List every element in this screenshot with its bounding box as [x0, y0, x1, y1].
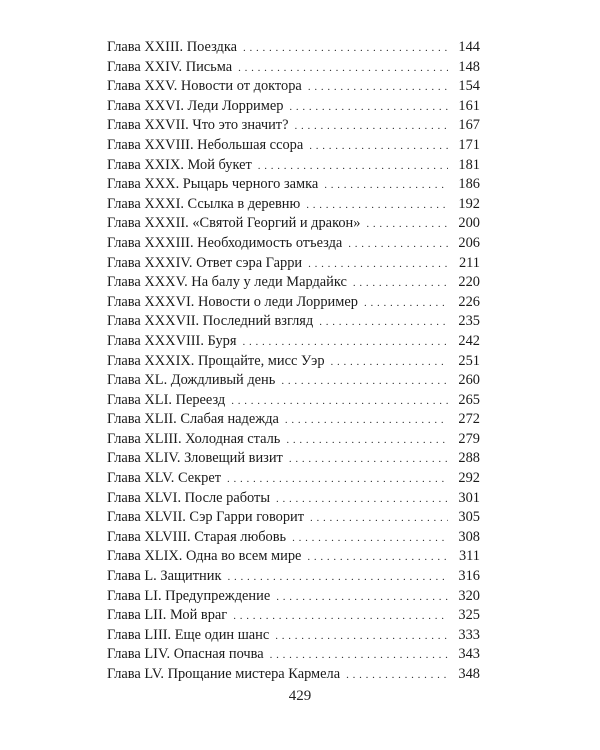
- dot-leader: [346, 666, 448, 686]
- toc-entry: [107, 508, 480, 528]
- chapter-page-number: 320: [458, 587, 480, 604]
- dot-leader: [308, 255, 448, 275]
- chapter-title: Глава XXVI. Леди Лорример: [107, 97, 284, 114]
- chapter-title: Глава XXXII. «Святой Георгий и дракон»: [107, 215, 361, 232]
- chapter-title: Глава XXVIII. Небольшая ссора: [107, 136, 304, 153]
- chapter-page-number: 265: [458, 391, 480, 408]
- toc-entry: [107, 97, 480, 117]
- toc-entry: [107, 469, 480, 489]
- dot-leader: [294, 117, 448, 137]
- dot-leader: [292, 529, 448, 549]
- toc-entry: [107, 606, 480, 626]
- chapter-title: Глава XXXVIII. Буря: [107, 332, 237, 349]
- toc-entry: [107, 195, 480, 215]
- chapter-page-number: 171: [458, 136, 480, 153]
- dot-leader: [238, 59, 448, 79]
- dot-leader: [227, 568, 448, 588]
- dot-leader: [348, 235, 448, 255]
- chapter-page-number: 220: [458, 274, 480, 291]
- toc-entry: [107, 567, 480, 587]
- chapter-title: Глава XXIII. Поездка: [107, 39, 237, 55]
- dot-leader: [309, 137, 448, 157]
- toc-entry: [107, 175, 480, 195]
- toc-entry: [107, 58, 480, 78]
- chapter-title: Глава XLVII. Сэр Гарри говорит: [107, 509, 305, 526]
- dot-leader: [275, 627, 448, 647]
- chapter-title: Глава XXXIII. Необходимость отъезда: [107, 234, 343, 251]
- toc-entry: [107, 234, 480, 254]
- toc-entry: [107, 214, 480, 234]
- chapter-page-number: 272: [458, 411, 480, 428]
- toc-entry: [107, 528, 480, 548]
- toc-entry: [107, 332, 480, 352]
- dot-leader: [324, 176, 448, 196]
- chapter-page-number: 206: [458, 234, 480, 251]
- chapter-page-number: 192: [458, 195, 480, 212]
- chapter-page-number: 242: [458, 332, 480, 349]
- dot-leader: [319, 313, 448, 333]
- toc-entry: [107, 645, 480, 665]
- chapter-title: Глава XLIV. Зловещий визит: [107, 450, 283, 467]
- table-of-contents: [107, 38, 480, 685]
- chapter-title: Глава XLI. Переезд: [107, 391, 226, 408]
- dot-leader: [366, 215, 448, 235]
- toc-entry: [107, 156, 480, 176]
- chapter-title: Глава LI. Предупреждение: [107, 587, 271, 604]
- chapter-title: Глава XLVIII. Старая любовь: [107, 528, 287, 545]
- toc-entry: [107, 116, 480, 136]
- dot-leader: [307, 548, 448, 568]
- chapter-page-number: 154: [458, 78, 480, 95]
- chapter-title: Глава XXVII. Что это значит?: [107, 117, 289, 134]
- dot-leader: [289, 98, 448, 118]
- dot-leader: [353, 274, 448, 294]
- dot-leader: [227, 470, 448, 490]
- chapter-title: Глава XXX. Рыцарь черного замка: [107, 176, 319, 193]
- toc-entry: [107, 626, 480, 646]
- dot-leader: [258, 157, 448, 177]
- toc-entry: [107, 430, 480, 450]
- toc-entry: [107, 38, 480, 58]
- chapter-title: Глава XXXI. Ссылка в деревню: [107, 195, 301, 212]
- toc-entry: [107, 352, 480, 372]
- chapter-page-number: 260: [458, 372, 480, 389]
- chapter-title: Глава XXXIX. Прощайте, мисс Уэр: [107, 352, 325, 369]
- dot-leader: [242, 333, 448, 353]
- dot-leader: [331, 353, 448, 373]
- dot-leader: [270, 646, 448, 666]
- chapter-title: Глава LIV. Опасная почва: [107, 646, 264, 663]
- chapter-title: Глава L. Защитник: [107, 568, 222, 585]
- dot-leader: [308, 78, 448, 98]
- chapter-title: Глава LV. Прощание мистера Кармела: [107, 666, 341, 682]
- chapter-page-number: 288: [458, 450, 480, 467]
- chapter-title: Глава XXXV. На балу у леди Мардайкс: [107, 274, 347, 291]
- chapter-title: Глава XLV. Секрет: [107, 470, 222, 487]
- chapter-page-number: 316: [458, 568, 480, 585]
- toc-entry: [107, 665, 480, 685]
- chapter-title: Глава XXXIV. Ответ сэра Гарри: [107, 254, 303, 271]
- dot-leader: [281, 372, 448, 392]
- toc-entry: [107, 77, 480, 97]
- dot-leader: [233, 607, 448, 627]
- chapter-page-number: 186: [458, 176, 480, 193]
- dot-leader: [310, 509, 448, 529]
- toc-entry: [107, 587, 480, 607]
- toc-entry: [107, 273, 480, 293]
- chapter-title: Глава LIII. Еще один шанс: [107, 626, 270, 643]
- chapter-page-number: 251: [458, 352, 480, 369]
- chapter-page-number: 235: [458, 313, 480, 330]
- chapter-title: Глава XLVI. После работы: [107, 489, 271, 506]
- chapter-page-number: 292: [458, 470, 480, 487]
- chapter-page-number: 333: [458, 626, 480, 643]
- chapter-page-number: 181: [458, 156, 480, 173]
- chapter-title: Глава XXIX. Мой букет: [107, 156, 252, 173]
- chapter-page-number: 200: [458, 215, 480, 232]
- dot-leader: [276, 588, 448, 608]
- chapter-page-number: 343: [458, 646, 480, 663]
- chapter-page-number: 211: [458, 254, 480, 271]
- dot-leader: [285, 411, 448, 431]
- dot-leader: [289, 450, 448, 470]
- chapter-title: Глава XLIII. Холодная сталь: [107, 430, 281, 447]
- toc-entry: [107, 391, 480, 411]
- toc-entry: [107, 312, 480, 332]
- toc-entry: [107, 254, 480, 274]
- chapter-page-number: 144: [458, 39, 480, 55]
- chapter-page-number: 305: [458, 509, 480, 526]
- chapter-page-number: 301: [458, 489, 480, 506]
- chapter-title: Глава XL. Дождливый день: [107, 372, 276, 389]
- dot-leader: [243, 39, 448, 59]
- toc-entry: [107, 489, 480, 509]
- chapter-title: Глава XLIX. Одна во всем мире: [107, 548, 302, 565]
- chapter-page-number: 226: [458, 293, 480, 310]
- chapter-title: Глава XLII. Слабая надежда: [107, 411, 279, 428]
- chapter-page-number: 148: [458, 58, 480, 75]
- chapter-page-number: 161: [458, 97, 480, 114]
- toc-entry: [107, 547, 480, 567]
- dot-leader: [364, 294, 448, 314]
- dot-leader: [231, 392, 448, 412]
- toc-entry: [107, 449, 480, 469]
- chapter-page-number: 348: [458, 666, 480, 682]
- toc-entry: [107, 371, 480, 391]
- chapter-title: Глава XXXVI. Новости о леди Лорример: [107, 293, 358, 310]
- chapter-page-number: 308: [458, 528, 480, 545]
- chapter-title: Глава XXV. Новости от доктора: [107, 78, 302, 95]
- dot-leader: [276, 490, 448, 510]
- chapter-page-number: 311: [458, 548, 480, 565]
- toc-entry: [107, 136, 480, 156]
- chapter-title: Глава XXXVII. Последний взгляд: [107, 313, 314, 330]
- page-number: 429: [288, 688, 312, 704]
- chapter-page-number: 167: [458, 117, 480, 134]
- dot-leader: [286, 431, 448, 451]
- chapter-page-number: 279: [458, 430, 480, 447]
- chapter-title: Глава XXIV. Письма: [107, 58, 233, 75]
- chapter-title: Глава LII. Мой враг: [107, 607, 228, 624]
- chapter-page-number: 325: [458, 607, 480, 624]
- dot-leader: [306, 196, 448, 216]
- toc-entry: [107, 293, 480, 313]
- toc-entry: [107, 410, 480, 430]
